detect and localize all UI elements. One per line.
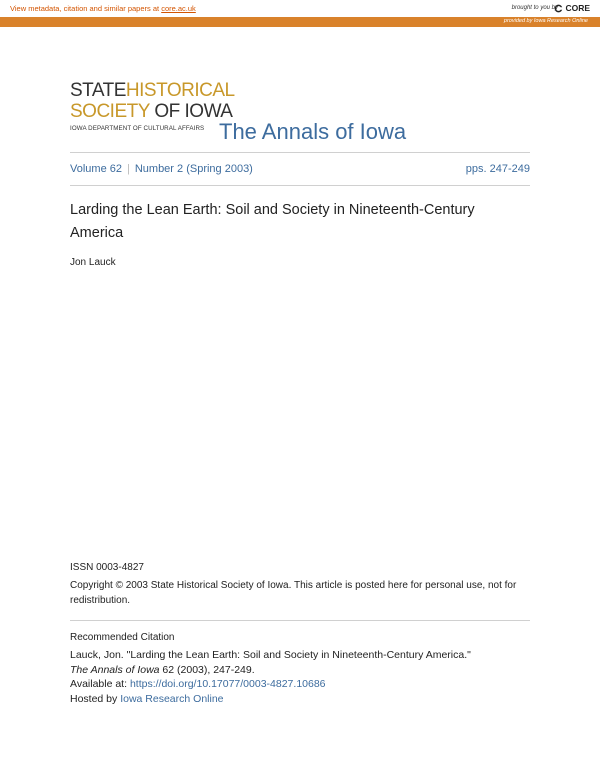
- provided-by-label: provided by Iowa Research Online: [503, 18, 588, 24]
- hosted-by: [70, 692, 530, 707]
- doi-link[interactable]: https://doi.org/10.17077/0003-4827.10686: [129, 678, 326, 690]
- logo-state: STATE: [70, 80, 126, 101]
- volume-link[interactable]: Volume 62: [70, 163, 122, 175]
- logo-line-2: [70, 101, 233, 122]
- brought-by-label: brought to you by: [511, 5, 558, 11]
- divider-citation: [70, 620, 530, 621]
- issn: ISSN 0003-4827: [70, 562, 144, 573]
- divider-issue: [70, 185, 530, 186]
- logo-historical: HISTORICAL: [125, 80, 235, 101]
- core-top-bar: [0, 0, 600, 17]
- issue-info: [70, 163, 253, 175]
- logo-society: SOCIETY: [70, 101, 150, 122]
- copyright-notice: Copyright © 2003 State Historical Society of Iowa. This article is posted here for personal use, not for redistribution.: [70, 580, 517, 606]
- core-label: CORE: [565, 3, 590, 13]
- citation-journal-line: [70, 663, 530, 678]
- journal-title: The Annals of Iowa: [219, 119, 407, 144]
- core-icon: [554, 4, 563, 13]
- logo-of-iowa: OF IOWA: [154, 101, 233, 122]
- logo-line-1: [70, 80, 235, 101]
- issue-separator: |: [126, 163, 130, 175]
- article-title: Larding the Lean Earth: Soil and Society in Nineteenth-Century America: [70, 202, 475, 241]
- available-at: [70, 677, 530, 692]
- hosted-prefix: Hosted by: [70, 692, 121, 705]
- citation-volume: 62 (2003), 247-249.: [159, 663, 255, 676]
- logo-department: IOWA DEPARTMENT OF CULTURAL AFFAIRS: [70, 125, 205, 132]
- number-link[interactable]: Number 2 (Spring 2003): [134, 163, 253, 175]
- iowa-research-online-link[interactable]: Iowa Research Online: [120, 692, 224, 705]
- citation-line: Lauck, Jon. "Larding the Lean Earth: Soil and Society in Nineteenth-Century America.": [70, 649, 471, 661]
- recommended-citation-label: Recommended Citation: [70, 632, 175, 643]
- core-logo[interactable]: [554, 3, 590, 13]
- citation-journal: The Annals of Iowa: [70, 663, 160, 676]
- core-link[interactable]: core.ac.uk: [161, 4, 196, 13]
- metadata-prefix: View metadata, citation and similar papers at: [10, 4, 162, 13]
- divider-top: [70, 152, 530, 153]
- shsi-logo: [70, 80, 235, 132]
- metadata-notice: [10, 4, 196, 13]
- available-prefix: Available at:: [70, 678, 130, 690]
- article-author: Jon Lauck: [70, 257, 116, 268]
- page-range: pps. 247-249: [465, 163, 530, 175]
- citation-block: [70, 648, 530, 706]
- provider-bar: [0, 17, 600, 27]
